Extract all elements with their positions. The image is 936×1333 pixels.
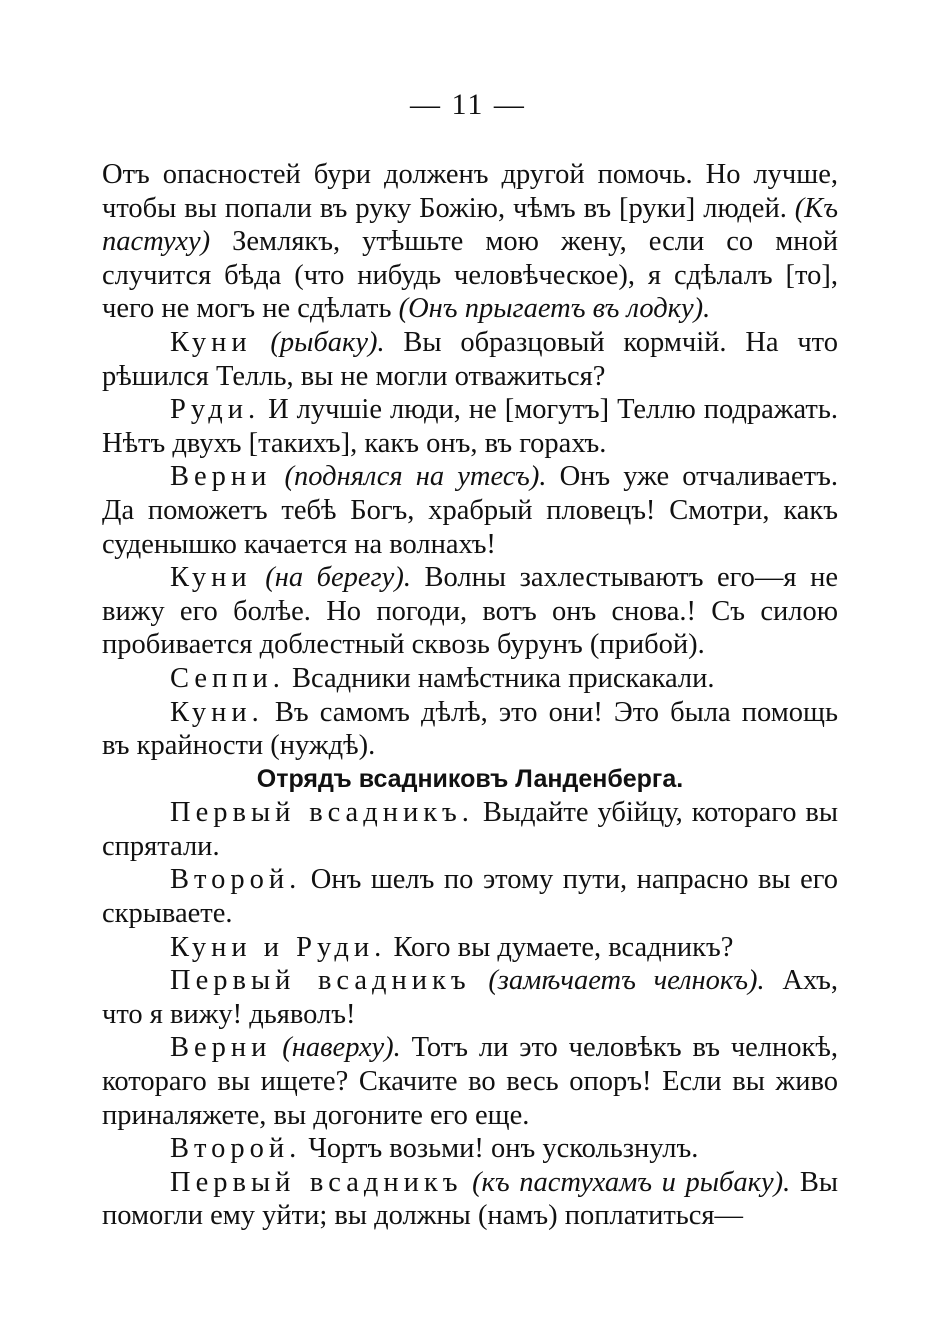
text-run: Вы помогли ему уйти; вы должны (намъ) поплатиться— — [102, 1166, 838, 1232]
text-run: Въ самомъ дѣлѣ, это они! Это была помощь въ крайности (нуждѣ). — [102, 696, 838, 762]
paragraph — [102, 158, 838, 326]
text-run: Отрядъ всадниковъ Ланденберга. — [256, 764, 684, 793]
speaker-name: Верни — [170, 1032, 272, 1064]
paragraph — [102, 460, 838, 561]
stage-direction: (поднялся на утесъ). — [284, 461, 547, 493]
text-run: Землякъ, утѣшьте мою жену, если со мной случится бѣда (что нибудь человѣческое), я сдѣлалъ [то], чего не могъ не сдѣлать — [102, 226, 838, 325]
paragraph — [102, 393, 838, 460]
text-run: Чортъ возьми! онъ ускользнулъ. — [301, 1133, 699, 1165]
stage-direction: (на берегу). — [265, 562, 411, 594]
speaker-name: Первый всадникъ — [170, 965, 471, 997]
text-run: Всадники намѣстника прискакали. — [284, 662, 715, 694]
paragraph — [102, 863, 838, 930]
paragraph — [102, 1031, 838, 1132]
text-run — [271, 1032, 282, 1063]
text-run — [252, 562, 266, 593]
speaker-name: Второй. — [170, 864, 302, 896]
paragraph — [102, 696, 838, 763]
speaker-name: Куни — [170, 326, 252, 358]
text-run: Волны захлестываютъ его—я не вижу его болѣе. Но погоди, вотъ онъ снова.! Съ силою пробивается доблестный сквозь бурунъ (прибой). — [102, 562, 839, 661]
text-run: Кого вы думаете, всадникъ? — [386, 931, 734, 963]
text-run: Ахъ, что я вижу! дьяволъ! — [102, 965, 838, 1030]
text-run: И лучшіе люди, не [могутъ] Теллю подражать. Нѣтъ двухъ [такихъ], какъ онъ, въ горахъ. — [102, 394, 838, 459]
paragraph — [102, 326, 838, 393]
text-run: Отъ опасностей бури долженъ другой помочь. Но лучше, чтобы вы попали въ руку Божію, чѣмъ въ [руки] людей. — [102, 159, 838, 224]
stage-direction: (къ пастухамъ и рыбаку). — [472, 1166, 791, 1198]
stage-direction: (рыбаку). — [270, 326, 385, 358]
text-run: Онъ шелъ по этому пути, напрасно вы его скрываете. — [102, 864, 838, 930]
stage-direction: (наверху). — [282, 1032, 401, 1064]
text-run — [271, 461, 284, 492]
text-run: Вы образцовый кормчій. На что рѣшился Телль, вы не могли отважиться? — [102, 326, 838, 392]
speaker-name: Куни. — [170, 696, 264, 728]
text-run — [471, 965, 489, 996]
paragraph — [102, 1132, 838, 1166]
speaker-name: Первый всадникъ. — [170, 797, 474, 829]
stage-direction: (Къ пастуху) — [102, 192, 838, 258]
speaker-name: Куни — [170, 562, 252, 594]
page-number: — 11 — — [410, 88, 526, 121]
speaker-name: Сеппи. — [170, 662, 285, 694]
speaker-name: Верни — [170, 461, 272, 493]
paragraph — [102, 662, 838, 696]
paragraph — [102, 964, 838, 1031]
text-run: Онъ уже отчаливаетъ. Да поможетъ тебѣ Богъ, храбрый пловецъ! Смотри, какъ суденышко качается на волнахъ! — [102, 461, 838, 560]
paragraph — [102, 1166, 838, 1233]
paragraph — [102, 561, 838, 662]
body-text — [102, 158, 838, 1233]
speaker-name: Куни и Руди. — [170, 931, 387, 963]
speaker-name: Второй. — [170, 1133, 302, 1165]
text-run — [462, 1167, 472, 1198]
paragraph — [102, 931, 838, 965]
text-run: Выдайте убійцу, котораго вы спрятали. — [102, 797, 838, 862]
speaker-name: Первый всадникъ — [170, 1166, 463, 1198]
paragraph — [102, 796, 838, 863]
stage-direction: (замѣчаетъ челнокъ). — [488, 965, 765, 997]
speaker-name: Руди. — [170, 394, 261, 426]
text-run: Тотъ ли это человѣкъ въ челнокѣ, котораго вы ищете? Скачите во весь опоръ! Если вы живо приналяжете, вы догоните его еще. — [102, 1032, 838, 1131]
stage-direction: (Онъ прыгаетъ въ лодку). — [398, 293, 711, 325]
text-run — [252, 327, 271, 358]
section-heading — [102, 763, 838, 797]
